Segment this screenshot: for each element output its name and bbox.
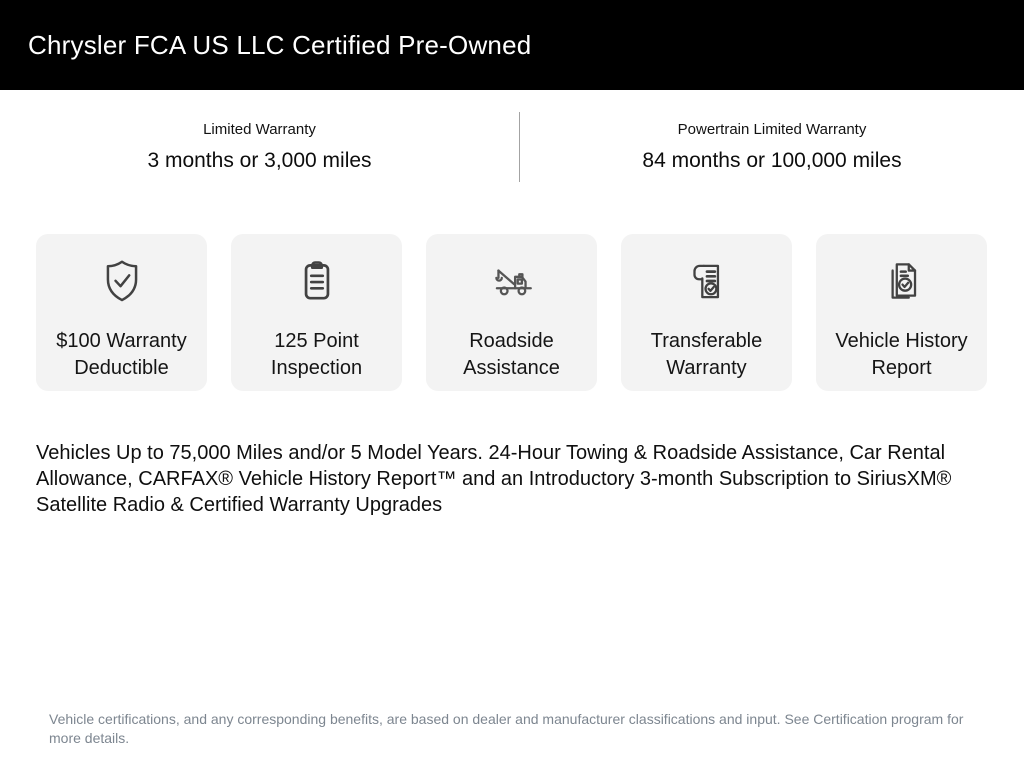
certified-preowned-header [0, 0, 1024, 90]
tow-truck-icon [426, 256, 597, 306]
history-report-icon [816, 256, 987, 306]
card-vehicle-history [816, 234, 987, 391]
warranty-summary [0, 112, 1024, 184]
limited-warranty-value: 3 months or 3,000 miles [147, 149, 372, 172]
program-description: Vehicles Up to 75,000 Miles and/or 5 Model Years. 24-Hour Towing & Roadside Assistance, Car Rental Allowance, CARFAX® Vehicle History Report™ and an Introductory 3-month Subscription to SiriusXM® Satellite Radio & Certified Warranty Upgrades [36, 442, 952, 516]
card-label: Transferable Warranty [650, 330, 763, 379]
certification-disclaimer: Vehicle certifications, and any corresponding benefits, are based on dealer and manufacturer classifications and input. See Certification program for more details. [49, 711, 964, 746]
card-label: Vehicle History Report [835, 330, 968, 379]
card-label: 125 Point Inspection [270, 330, 363, 379]
card-transferable-warranty [621, 234, 792, 391]
warranty-scroll-icon [621, 256, 792, 306]
card-point-inspection [231, 234, 402, 391]
powertrain-warranty-value: 84 months or 100,000 miles [642, 149, 902, 172]
card-warranty-deductible [36, 234, 207, 391]
limited-warranty-label: Limited Warranty [203, 121, 316, 138]
page-title: Chrysler FCA US LLC Certified Pre-Owned [28, 29, 532, 60]
card-label: Roadside Assistance [463, 330, 560, 379]
card-label: $100 Warranty Deductible [56, 330, 187, 379]
powertrain-warranty-label: Powertrain Limited Warranty [677, 121, 867, 138]
clipboard-icon [231, 256, 402, 306]
benefit-cards [36, 234, 987, 391]
limited-warranty-block [0, 112, 519, 184]
powertrain-warranty-block [520, 112, 1024, 184]
card-roadside-assistance [426, 234, 597, 391]
shield-check-icon [36, 256, 207, 306]
